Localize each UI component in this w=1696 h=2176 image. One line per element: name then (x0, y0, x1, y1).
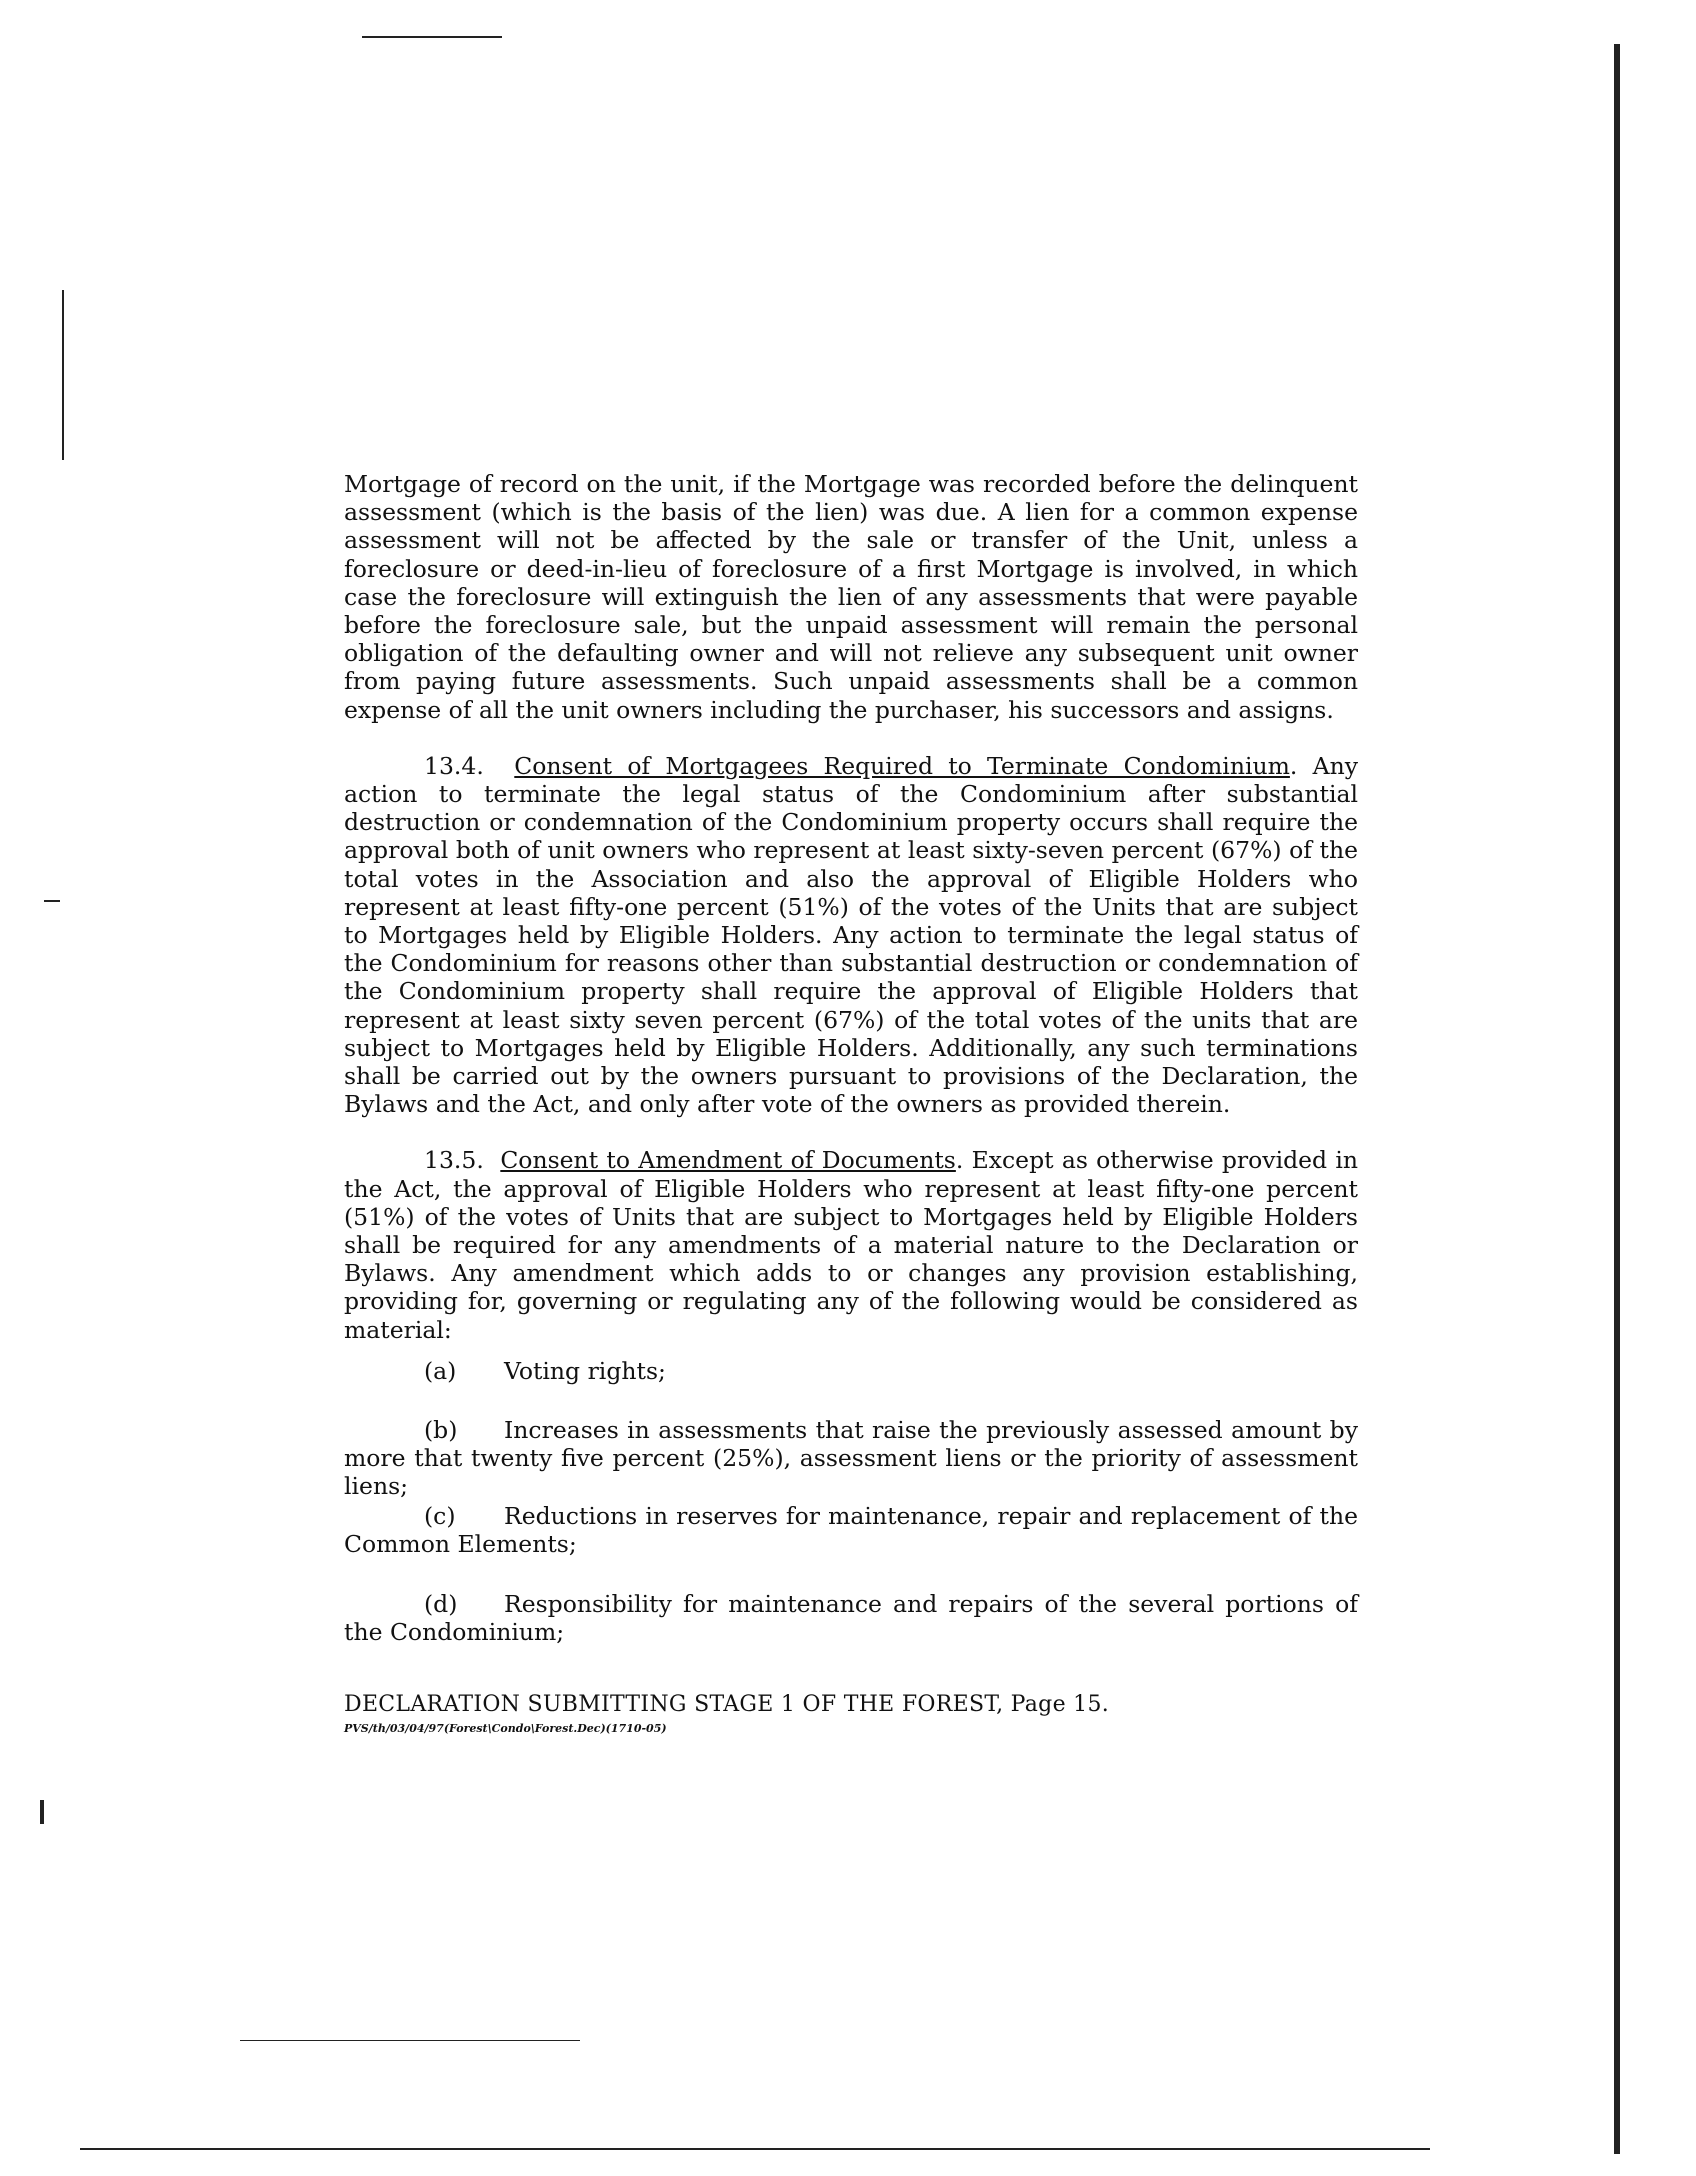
footer-file-code: PVS/th/03/04/97(Forest\Condo\Forest.Dec)(1710-05) (344, 1722, 667, 1735)
section-13-4 (344, 752, 1358, 1119)
list-item-c-label: (c) (424, 1502, 456, 1530)
document-body (344, 470, 1358, 1344)
scan-line-bottom (80, 2148, 1430, 2150)
list-item-d-text: Responsibility for maintenance and repairs of the several portions of the Condominium; (344, 1590, 1358, 1647)
list-item-b-text: Increases in assessments that raise the previously assessed amount by more that twenty five percent (25%), assessment liens or the priority of assessment liens; (344, 1416, 1358, 1501)
scan-edge-left-2 (44, 900, 60, 902)
list-item-a-text: Voting rights; (504, 1357, 666, 1385)
section-13-5-number: 13.5. (424, 1146, 484, 1175)
list-item-c (344, 1502, 1358, 1558)
list-item-b (344, 1416, 1358, 1501)
list-item-b-label: (b) (424, 1416, 458, 1444)
section-13-5 (344, 1146, 1358, 1343)
section-13-4-number: 13.4. (424, 751, 484, 780)
section-13-5-text: . Except as otherwise provided in the Act, the approval of Eligible Holders who represent at least fifty-one percent (51%) of the votes of Units that are subject to Mortgages held by Eligible Holders shall be required for any amendments of a material nature to the Declaration or Bylaws. Any amendment which adds to or changes any provision establishing, providing for, governing or regulating any of the following would be considered as material: (344, 1146, 1358, 1344)
section-13-4-text: . Any action to terminate the legal status of the Condominium after substantial destruction or condemnation of the Condominium property occurs shall require the approval both of unit owners who represent at least sixty-seven percent (67%) of the total votes in the Association and also the approval of Eligible Holders who represent at least fifty-one percent (51%) of the votes of the Units that are subject to Mortgages held by Eligible Holders. Any action to terminate the legal status of the Condominium for reasons other than substantial destruction or condemnation of the Condominium property shall require the approval of Eligible Holders that represent at least sixty seven percent (67%) of the total votes of the units that are subject to Mortgages held by Eligible Holders. Additionally, any such terminations shall be carried out by the owners pursuant to provisions of the Declaration, the Bylaws and the Act, and only after vote of the owners as provided therein. (344, 751, 1358, 1119)
section-13-4-heading: Consent of Mortgagees Required to Terminate Condominium (514, 751, 1290, 780)
scan-edge-left (62, 290, 64, 460)
section-13-5-heading: Consent to Amendment of Documents (500, 1146, 956, 1175)
scan-line-bottom-2 (240, 2040, 580, 2041)
scan-edge-right (1614, 44, 1620, 2154)
list-item-d (344, 1590, 1358, 1646)
scan-line-top (362, 36, 502, 38)
scan-edge-left-3 (40, 1800, 44, 1824)
list-item-c-text: Reductions in reserves for maintenance, repair and replacement of the Common Elements; (344, 1502, 1358, 1559)
list-item-d-label: (d) (424, 1590, 458, 1618)
footer-title: DECLARATION SUBMITTING STAGE 1 OF THE FOREST, Page 15. (344, 1692, 1110, 1717)
paragraph-continuation: Mortgage of record on the unit, if the Mortgage was recorded before the delinquent assessment (which is the basis of the lien) was due. A lien for a common expense assessment will not be affected by the sale or transfer of the Unit, unless a foreclosure or deed-in-lieu of foreclosure of a first Mortgage is involved, in which case the foreclosure will extinguish the lien of any assessments that were payable before the foreclosure sale, but the unpaid assessment will remain the personal obligation of the defaulting owner and will not relieve any subsequent unit owner from paying future assessments. Such unpaid assessments shall be a common expense of all the unit owners including the purchaser, his successors and assigns. (344, 470, 1358, 724)
list-item-a (344, 1357, 1358, 1385)
list-item-a-label: (a) (424, 1357, 457, 1385)
